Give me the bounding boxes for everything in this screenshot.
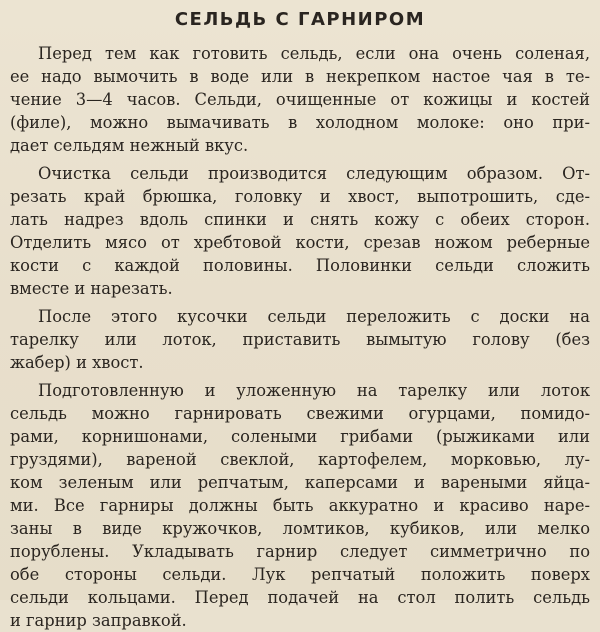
text-line: (филе), можно вымачивать в холодном молоке: оно при- <box>10 113 590 132</box>
text-line: Перед тем как готовить сельдь, если она очень соленая, <box>38 44 590 63</box>
text-line: ком зеленым или репчатым, каперсами и вареными яйца- <box>10 473 590 492</box>
paragraph-1 <box>10 42 590 157</box>
text-line: жабер) и хвост. <box>10 353 144 372</box>
page-title: СЕЛЬДЬ С ГАРНИРОМ <box>174 9 426 30</box>
text-line: вместе и нарезать. <box>10 279 173 298</box>
text-line: кости с каждой половины. Половинки сельди сложить <box>10 256 590 275</box>
text-line: обе стороны сельди. Лук репчатый положить поверх <box>10 565 590 584</box>
text-line: груздями), вареной свеклой, картофелем, морковью, лу- <box>10 450 590 469</box>
text-line: ее надо вымочить в воде или в некрепком настое чая в те- <box>10 67 590 86</box>
text-line: тарелку или лоток, приставить вымытую голову (без <box>10 330 590 349</box>
text-line: Очистка сельди производится следующим образом. От- <box>38 164 590 183</box>
text-line: сельди кольцами. Перед подачей на стол полить сельдь <box>10 588 590 607</box>
text-line: чение 3—4 часов. Сельди, очищенные от кожицы и костей <box>10 90 590 109</box>
text-line: лать надрез вдоль спинки и снять кожу с обеих сторон. <box>10 210 590 229</box>
text-line: дает сельдям нежный вкус. <box>10 136 249 155</box>
paragraph-4 <box>10 379 590 632</box>
text-line: порублены. Укладывать гарнир следует симметрично по <box>10 542 590 561</box>
text-line: Подготовленную и уложенную на тарелку или лоток <box>38 381 590 400</box>
paragraph-2 <box>10 162 590 300</box>
text-line: заны в виде кружочков, ломтиков, кубиков, или мелко <box>10 519 590 538</box>
text-line: и гарнир заправкой. <box>10 611 187 630</box>
text-line: резать край брюшка, головку и хвост, выпотрошить, сде- <box>10 187 590 206</box>
paragraph-3 <box>10 305 590 374</box>
text-line: После этого кусочки сельди переложить с доски на <box>38 307 590 326</box>
text-line: сельдь можно гарнировать свежими огурцами, помидо- <box>10 404 590 423</box>
text-line: Отделить мясо от хребтовой кости, срезав ножом реберные <box>10 233 590 252</box>
text-line: рами, корнишонами, солеными грибами (рыжиками или <box>10 427 590 446</box>
text-line: ми. Все гарниры должны быть аккуратно и красиво наре- <box>10 496 590 515</box>
